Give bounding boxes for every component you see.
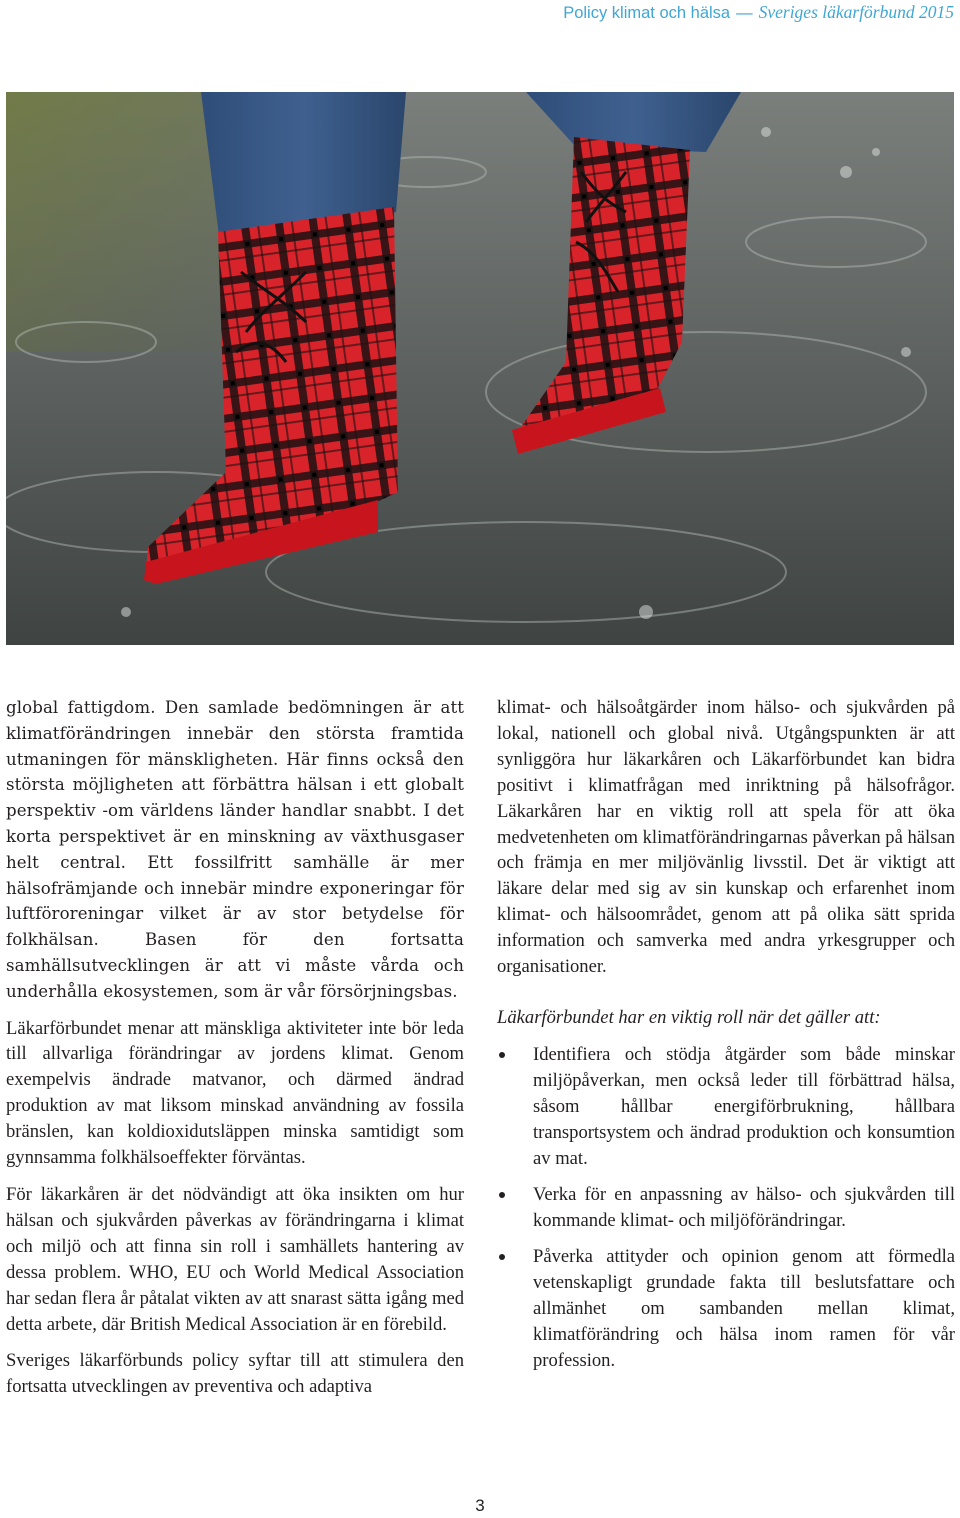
list-item-text: Verka för en anpassning av hälso- och sjukvården till kommande klimat- och miljöförändringar. [533, 1183, 955, 1231]
list-lead: Läkarförbundet har en viktig roll när det gäller att: [497, 1006, 881, 1028]
body-paragraph: För läkarkåren är det nödvändigt att öka insikten om hur hälsan och sjukvården påverkas av förändringarna i klimat och miljö och att finna sin roll i samhällets hantering av dessa problem. WHO, EU och World Medical Association har sedan flera år påtalat vikten av att snarast sätta igång med detta arbete, där British Medical Association är en förebild. [6, 1184, 464, 1335]
running-header [563, 2, 954, 22]
body-paragraph: klimat- och hälsoåtgärder inom hälso- och sjukvården på lokal, nationell och global nivå. Utgångspunkten är att synliggöra hur läkarkåren och Läkarförbundet kan bidra positivt i klimatfrågan med inriktning på hälsofrågor. Läkarkåren har en viktig roll att spela för att öka medvetenheten om klimatförändringarnas påverkan på hälsan och främja en mer miljövänlig livsstil. Det är viktigt att läkare delar med sig av sin kunskap och erfarenhet inom klimat- och hälsoområdet, genom att på olika sätt sprida information och samverka med andra yrkesgrupper och organisationer. [497, 697, 955, 978]
list-item-text: Påverka attityder och opinion genom att förmedla vetenskapligt grundade fakta till beslutsfattare och allmänhet om sambanden mellan klimat, klimatförändring och hälsa inom ramen för vår profession. [533, 1245, 955, 1371]
document-title: Policy klimat och hälsa [563, 4, 731, 22]
left-column [6, 695, 464, 1411]
bullet-icon [499, 1052, 505, 1058]
header-separator: — [736, 4, 753, 22]
right-column [497, 695, 955, 1384]
bullet-icon [499, 1254, 505, 1260]
bullet-icon [499, 1192, 505, 1198]
list-item [497, 1182, 955, 1234]
body-paragraph: global fattigdom. Den samlade bedömningen är att klimatförändringen innebär den största framtida utmaningen för mänskligheten. Här finns också den största möjligheten att förbättra hälsan i ett globalt perspektiv -om världens länder handlar snabbt. I det korta perspektivet är en minskning av växthusgaser helt central. Ett fossilfritt samhälle är mer hälsofrämjande och innebär mindre exponeringar för luftföroreningar vilket är av stor betydelse för folkhälsan. Basen för den fortsatta samhällsutvecklingen är att vi måste vårda och underhålla ekosystemen, som är vår försörjningsbas. [6, 698, 464, 1001]
body-paragraph: Läkarförbundet menar att mänskliga aktiviteter inte bör leda till allvarliga förändringar av jordens klimat. Genom exempelvis ändrade matvanor, och därmed ändrad produktion av mat liksom minskad användning av fossila bränslen, kan koldioxidutsläppen minska samtidigt som gynnsamma folkhälsoeffekter förväntas. [6, 1017, 464, 1169]
list-item [497, 1042, 955, 1172]
body-paragraph: Sveriges läkarförbunds policy syftar till att stimulera den fortsatta utvecklingen av preventiva och adaptiva [6, 1350, 464, 1398]
rain-boots-photo [6, 92, 954, 645]
bullet-list [497, 1042, 955, 1374]
page-number: 3 [475, 1496, 485, 1515]
list-item [497, 1244, 955, 1374]
list-item-text: Identifiera och stödja åtgärder som både minskar miljöpåverkan, men också leder till förbättrad hälsa, såsom hållbar energiförbrukning, hållbara transportsystem och ändrad produktion och konsumtion av mat. [533, 1043, 955, 1169]
organization-name: Sveriges läkarförbund 2015 [758, 2, 954, 22]
